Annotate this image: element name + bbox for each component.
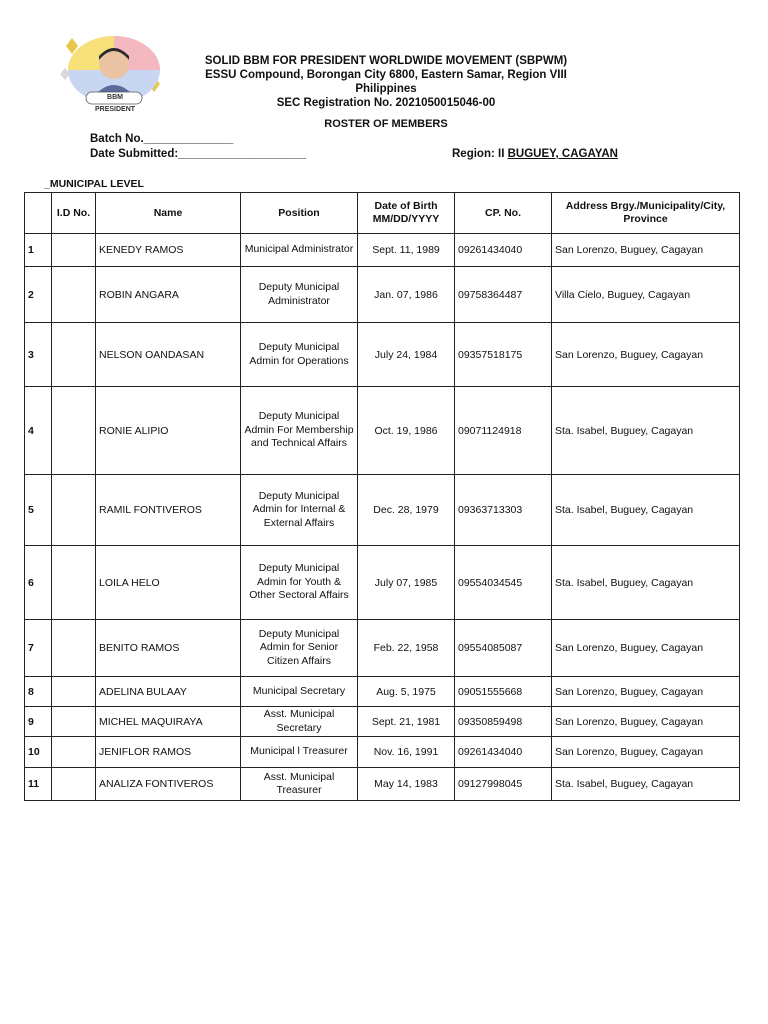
row-position: Asst. Municipal Treasurer <box>241 768 358 801</box>
row-position: Deputy Municipal Administrator <box>241 267 358 323</box>
row-name: JENIFLOR RAMOS <box>96 737 241 768</box>
row-id-no <box>52 546 96 620</box>
organization-country: Philippines <box>355 83 417 95</box>
row-id-no <box>52 387 96 475</box>
row-address: San Lorenzo, Buguey, Cagayan <box>552 323 740 387</box>
header-name: Name <box>96 193 241 234</box>
row-name: LOILA HELO <box>96 546 241 620</box>
row-position: Deputy Municipal Admin For Membership and Technical Affairs <box>241 387 358 475</box>
row-address: San Lorenzo, Buguey, Cagayan <box>552 234 740 267</box>
row-date-of-birth: Dec. 28, 1979 <box>358 475 455 546</box>
region-value: BUGUEY, CAGAYAN <box>507 148 618 160</box>
region-field <box>452 148 618 160</box>
row-id-no <box>52 768 96 801</box>
row-address: San Lorenzo, Buguey, Cagayan <box>552 677 740 707</box>
table-row <box>25 234 740 267</box>
row-position: Deputy Municipal Admin for Operations <box>241 323 358 387</box>
row-id-no <box>52 737 96 768</box>
row-id-no <box>52 323 96 387</box>
row-date-of-birth: Oct. 19, 1986 <box>358 387 455 475</box>
header-number <box>25 193 52 234</box>
row-id-no <box>52 677 96 707</box>
row-position: Deputy Municipal Admin for Senior Citizen Affairs <box>241 620 358 677</box>
row-position: Deputy Municipal Admin for Youth & Other Sectoral Affairs <box>241 546 358 620</box>
row-date-of-birth: Aug. 5, 1975 <box>358 677 455 707</box>
logo-text: BBM PRESIDENT <box>94 94 136 113</box>
row-address: San Lorenzo, Buguey, Cagayan <box>552 620 740 677</box>
table-row <box>25 677 740 707</box>
row-id-no <box>52 620 96 677</box>
row-id-no <box>52 475 96 546</box>
row-number: 7 <box>25 620 52 677</box>
row-date-of-birth: Feb. 22, 1958 <box>358 620 455 677</box>
row-date-of-birth: Jan. 07, 1986 <box>358 267 455 323</box>
region-label: Region: II <box>452 148 505 160</box>
row-position: Asst. Municipal Secretary <box>241 707 358 737</box>
row-position: Deputy Municipal Admin for Internal & External Affairs <box>241 475 358 546</box>
date-submitted-field: Date Submitted:____________________ <box>90 148 307 160</box>
row-address: Sta. Isabel, Buguey, Cagayan <box>552 768 740 801</box>
row-name: BENITO RAMOS <box>96 620 241 677</box>
row-address: Villa Cielo, Buguey, Cagayan <box>552 267 740 323</box>
table-row <box>25 707 740 737</box>
row-position: Municipal Administrator <box>241 234 358 267</box>
row-number: 6 <box>25 546 52 620</box>
table-row <box>25 737 740 768</box>
table-row <box>25 620 740 677</box>
row-address: Sta. Isabel, Buguey, Cagayan <box>552 387 740 475</box>
row-date-of-birth: July 07, 1985 <box>358 546 455 620</box>
organization-address: ESSU Compound, Borongan City 6800, Eastern Samar, Region VIII <box>205 69 567 81</box>
row-address: San Lorenzo, Buguey, Cagayan <box>552 737 740 768</box>
table-row <box>25 267 740 323</box>
header-cp-no: CP. No. <box>455 193 552 234</box>
row-id-no <box>52 707 96 737</box>
row-cp-no: 09357518175 <box>455 323 552 387</box>
row-name: MICHEL MAQUIRAYA <box>96 707 241 737</box>
document-title: ROSTER OF MEMBERS <box>324 118 448 130</box>
table-row <box>25 546 740 620</box>
roster-table <box>24 192 740 801</box>
letterhead <box>196 54 576 110</box>
header-position: Position <box>241 193 358 234</box>
row-name: ANALIZA FONTIVEROS <box>96 768 241 801</box>
batch-number-field: Batch No.______________ <box>90 133 234 145</box>
row-cp-no: 09350859498 <box>455 707 552 737</box>
table-row <box>25 475 740 546</box>
campaign-logo-icon <box>58 34 168 112</box>
row-name: RONIE ALIPIO <box>96 387 241 475</box>
header-date-of-birth: Date of Birth MM/DD/YYYY <box>358 193 455 234</box>
row-address: San Lorenzo, Buguey, Cagayan <box>552 707 740 737</box>
row-cp-no: 09554034545 <box>455 546 552 620</box>
row-name: RAMIL FONTIVEROS <box>96 475 241 546</box>
row-cp-no: 09261434040 <box>455 737 552 768</box>
row-date-of-birth: May 14, 1983 <box>358 768 455 801</box>
row-name: ROBIN ANGARA <box>96 267 241 323</box>
row-number: 11 <box>25 768 52 801</box>
row-id-no <box>52 234 96 267</box>
sec-registration: SEC Registration No. 2021050015046-00 <box>276 97 496 109</box>
row-cp-no: 09554085087 <box>455 620 552 677</box>
row-id-no <box>52 267 96 323</box>
row-name: NELSON OANDASAN <box>96 323 241 387</box>
row-address: Sta. Isabel, Buguey, Cagayan <box>552 475 740 546</box>
table-header-row <box>25 193 740 234</box>
row-cp-no: 09261434040 <box>455 234 552 267</box>
organization-name: SOLID BBM FOR PRESIDENT WORLDWIDE MOVEMENT (SBPWM) <box>204 55 568 67</box>
header-id-no: I.D No. <box>52 193 96 234</box>
row-position: Municipal Secretary <box>241 677 358 707</box>
row-date-of-birth: Sept. 11, 1989 <box>358 234 455 267</box>
row-number: 1 <box>25 234 52 267</box>
row-number: 2 <box>25 267 52 323</box>
row-position: Municipal l Treasurer <box>241 737 358 768</box>
row-number: 4 <box>25 387 52 475</box>
row-cp-no: 09758364487 <box>455 267 552 323</box>
row-name: KENEDY RAMOS <box>96 234 241 267</box>
row-cp-no: 09071124918 <box>455 387 552 475</box>
row-cp-no: 09051555668 <box>455 677 552 707</box>
row-date-of-birth: Sept. 21, 1981 <box>358 707 455 737</box>
table-row <box>25 323 740 387</box>
row-number: 3 <box>25 323 52 387</box>
level-label: _MUNICIPAL LEVEL <box>44 178 144 190</box>
header-address: Address Brgy./Municipality/City, Province <box>552 193 740 234</box>
row-number: 10 <box>25 737 52 768</box>
row-name: ADELINA BULAAY <box>96 677 241 707</box>
table-row <box>25 387 740 475</box>
row-address: Sta. Isabel, Buguey, Cagayan <box>552 546 740 620</box>
row-cp-no: 09363713303 <box>455 475 552 546</box>
row-number: 8 <box>25 677 52 707</box>
row-date-of-birth: July 24, 1984 <box>358 323 455 387</box>
table-row <box>25 768 740 801</box>
row-cp-no: 09127998045 <box>455 768 552 801</box>
row-date-of-birth: Nov. 16, 1991 <box>358 737 455 768</box>
row-number: 9 <box>25 707 52 737</box>
row-number: 5 <box>25 475 52 546</box>
